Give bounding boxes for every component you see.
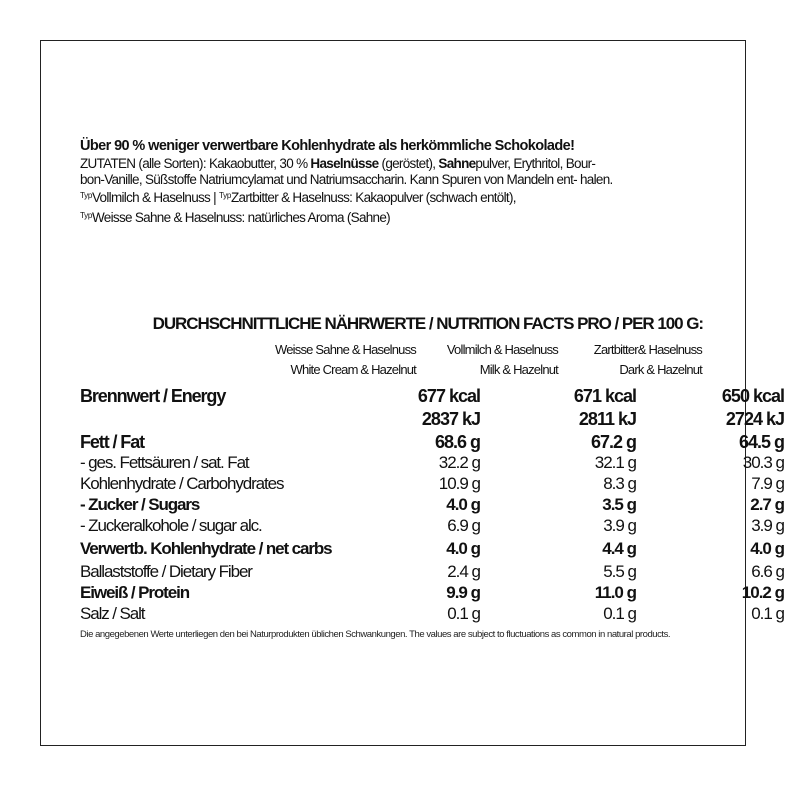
row-label: - Zuckeralkohole / sugar alc. [80,516,262,535]
column-header-de-2: Vollmilch & Haselnuss [446,342,558,357]
row-label: - ges. Fettsäuren / sat. Fat [80,453,249,472]
row-value-milk: 11.0 g [594,583,636,602]
typ-superscript: Typ [80,191,92,200]
row-label: Fett / Fat [80,432,144,452]
row-value-milk: 2811 kJ [578,409,636,429]
column-header-de-3: Zartbitter& Haselnuss [593,342,702,357]
row-value-milk: 5.5 g [603,562,636,581]
row-value-dark: 4.0 g [750,539,784,558]
row-value-milk: 0.1 g [603,604,636,623]
row-value-white: 4.0 g [446,495,480,514]
row-value-dark: 64.5 g [738,432,784,452]
row-value-white: 9.9 g [446,583,480,602]
row-value-dark: 2724 kJ [725,409,784,429]
variant-line-1 [80,187,516,206]
row-label: Kohlenhydrate / Carbohydrates [80,474,284,493]
row-value-milk: 671 kcal [573,386,636,406]
row-value-dark: 3.9 g [751,516,784,535]
ingredient-sahne: Sahne [438,156,476,171]
row-value-dark: 6.6 g [751,562,784,581]
row-label: Salz / Salt [80,604,145,623]
row-value-milk: 67.2 g [590,432,636,452]
footnote: Die angegebenen Werte unterliegen den bei Naturprodukten üblichen Schwankungen. The values are subject to fluctuations as common in natural products. [80,629,671,640]
variant-line-2 [80,207,390,226]
ingredients-text-1: Kakaobutter, 30 % [205,156,311,171]
variant-weisse-sahne: Weisse Sahne & Haselnuss: natürliches Aroma (Sahne) [92,210,390,225]
row-label: Ballaststoffe / Dietary Fiber [80,562,252,581]
typ-superscript: Typ [80,211,92,220]
row-value-milk: 8.3 g [603,474,636,493]
row-label: Verwertb. Kohlenhydrate / net carbs [80,539,332,558]
row-value-dark: 10.2 g [741,583,784,602]
ingredients [80,156,716,187]
row-value-milk: 32.1 g [594,453,636,472]
headline: Über 90 % weniger verwertbare Kohlenhydrate als herkömmliche Schokolade! [80,138,575,154]
row-label: Brennwert / Energy [80,386,226,406]
row-value-milk: 4.4 g [602,539,636,558]
row-value-dark: 0.1 g [751,604,784,623]
row-value-dark: 7.9 g [751,474,784,493]
column-header-en-2: Milk & Hazelnut [479,362,558,377]
row-value-white: 2837 kJ [421,409,480,429]
ingredients-line-2: bon-Vanille, Süßstoffe Natriumcylamat und Natriumsaccharin. Kann Spuren von Mandeln ent- [80,171,577,187]
column-header-de-1: Weisse Sahne & Haselnuss [275,342,416,357]
row-value-milk: 3.9 g [603,516,636,535]
row-label: - Zucker / Sugars [80,495,200,514]
column-header-en-3: Dark & Hazelnut [619,362,702,377]
row-value-white: 68.6 g [434,432,480,452]
ingredients-line-1 [80,156,595,172]
row-value-milk: 3.5 g [602,495,636,514]
ingredients-text-3: pulver, Erythritol, Bour- [475,156,596,171]
intro-text [80,137,716,227]
nutrition-title: DURCHSCHNITTLICHE NÄHRWERTE / NUTRITION FACTS PRO / PER 100 G: [152,314,703,333]
row-value-white: 0.1 g [447,604,480,623]
ingredient-haselnuesse: Haselnüsse [310,156,379,171]
ingredients-text-2: (geröstet), [378,156,439,171]
row-value-white: 6.9 g [447,516,480,535]
row-label: Eiweiß / Protein [80,583,189,602]
row-value-white: 32.2 g [438,453,480,472]
variant-vollmilch: Vollmilch & Haselnuss | [92,190,220,205]
row-value-white: 677 kcal [417,386,480,406]
typ-superscript: Typ [219,191,232,200]
row-value-white: 2.4 g [447,562,480,581]
variant-zartbitter: Zartbitter & Haselnuss: Kakaopulver (schwach entölt), [231,190,516,205]
ingredients-line-3: halen. [580,171,613,187]
row-value-dark: 30.3 g [742,453,784,472]
row-value-white: 10.9 g [438,474,480,493]
row-value-dark: 650 kcal [721,386,784,406]
column-header-en-1: White Cream & Hazelnut [290,362,416,377]
row-value-white: 4.0 g [446,539,480,558]
zutaten-label: ZUTATEN (alle Sorten): [80,156,206,171]
row-value-dark: 2.7 g [750,495,784,514]
